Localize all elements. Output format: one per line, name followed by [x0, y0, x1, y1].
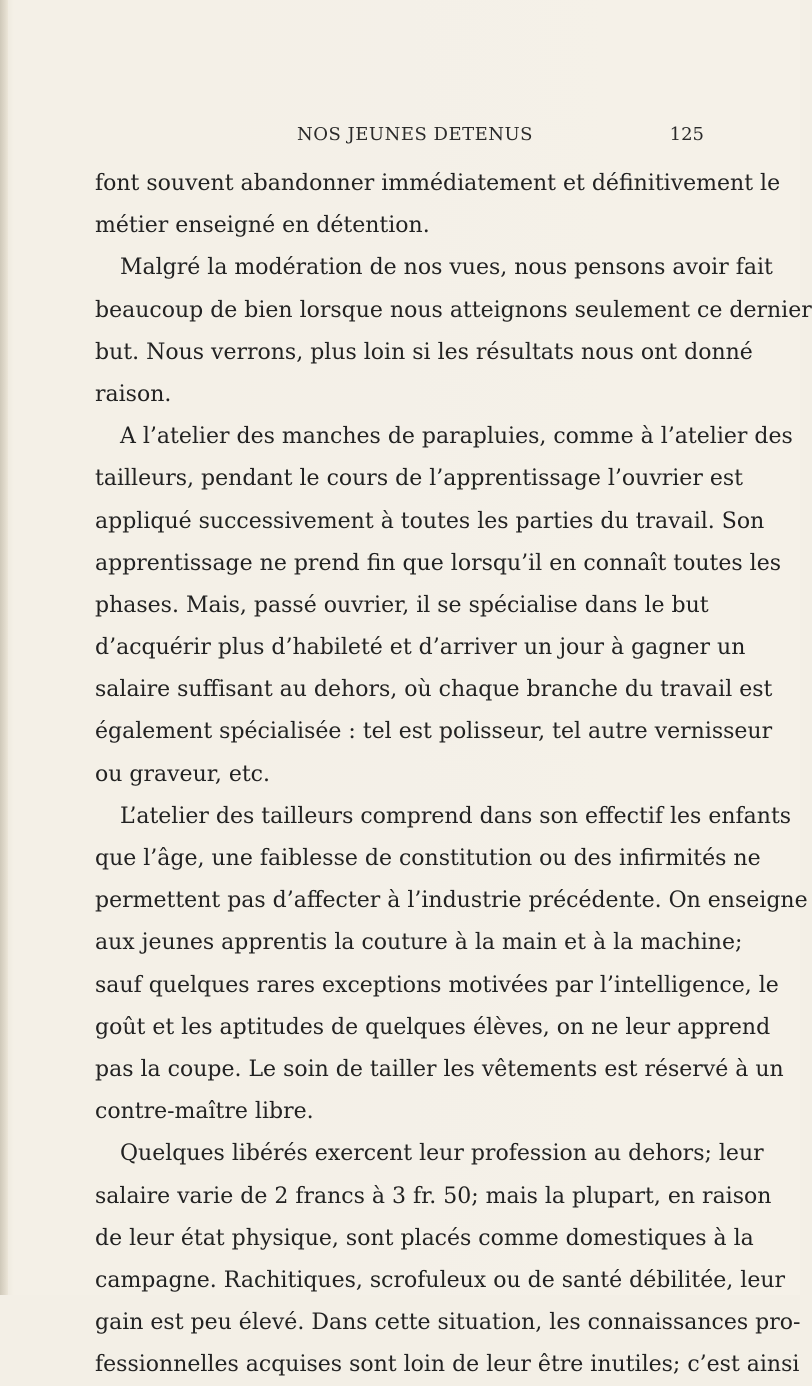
- text-line: L’atelier des tailleurs comprend dans son effectif les enfants: [120, 803, 792, 829]
- text-line: aux jeunes apprentis la couture à la main et à la machine;: [95, 930, 743, 956]
- text-line: d’acquérir plus d’habileté et d’arriver un jour à gagner un: [95, 635, 746, 661]
- text-line: Quelques libérés exercent leur profession au dehors; leur: [120, 1141, 764, 1167]
- text-line: sauf quelques rares exceptions motivées par l’intelligence, le: [95, 972, 779, 998]
- text-line: métier enseigné en détention.: [95, 213, 430, 239]
- text-line: pas la coupe. Le soin de tailler les vêtements est réservé à un: [95, 1056, 784, 1082]
- text-line: goût et les aptitudes de quelques élèves, on ne leur apprend: [95, 1014, 771, 1040]
- text-line: phases. Mais, passé ouvrier, il se spécialise dans le but: [95, 592, 709, 618]
- text-line: but. Nous verrons, plus loin si les résultats nous ont donné: [95, 339, 753, 365]
- text-line: gain est peu élevé. Dans cette situation, les connaissances pro-: [95, 1310, 801, 1336]
- running-title: NOS JEUNES DETENUS: [297, 124, 533, 145]
- text-line: Malgré la modération de nos vues, nous pensons avoir fait: [120, 255, 773, 281]
- text-line: A l’atelier des manches de parapluies, comme à l’atelier des: [120, 424, 793, 450]
- text-line: raison.: [95, 381, 172, 407]
- page-number: 125: [669, 124, 704, 145]
- text-line: que l’âge, une faiblesse de constitution ou des infirmités ne: [95, 846, 761, 871]
- text-line: de leur état physique, sont placés comme domestiques à la: [95, 1225, 754, 1251]
- text-line: campagne. Rachitiques, scrofuleux ou de santé débilitée, leur: [95, 1267, 786, 1293]
- body-text: [95, 163, 812, 1386]
- text-line: fessionnelles acquises sont loin de leur être inutiles; c’est ainsi: [95, 1352, 800, 1378]
- text-line: salaire suffisant au dehors, où chaque branche du travail est: [95, 677, 773, 703]
- text-line: ou graveur, etc.: [95, 761, 271, 787]
- text-line: appliqué successivement à toutes les parties du travail. Son: [95, 508, 765, 534]
- text-line: également spécialisée : tel est polisseur, tel autre vernisseur: [95, 719, 773, 745]
- text-line: contre-maître libre.: [95, 1099, 314, 1125]
- text-line: beaucoup de bien lorsque nous atteignons seulement ce dernier: [95, 297, 812, 323]
- page-gutter-edge: [0, 0, 8, 1295]
- text-line: permettent pas d’affecter à l’industrie précédente. On enseigne: [95, 888, 808, 914]
- text-line: salaire varie de 2 francs à 3 fr. 50; mais la plupart, en raison: [95, 1183, 772, 1209]
- text-line: apprentissage ne prend fin que lorsqu’il en connaît toutes les: [95, 550, 782, 576]
- text-line: font souvent abandonner immédiatement et définitivement le: [95, 171, 781, 196]
- text-line: tailleurs, pendant le cours de l’apprentissage l’ouvrier est: [95, 466, 743, 492]
